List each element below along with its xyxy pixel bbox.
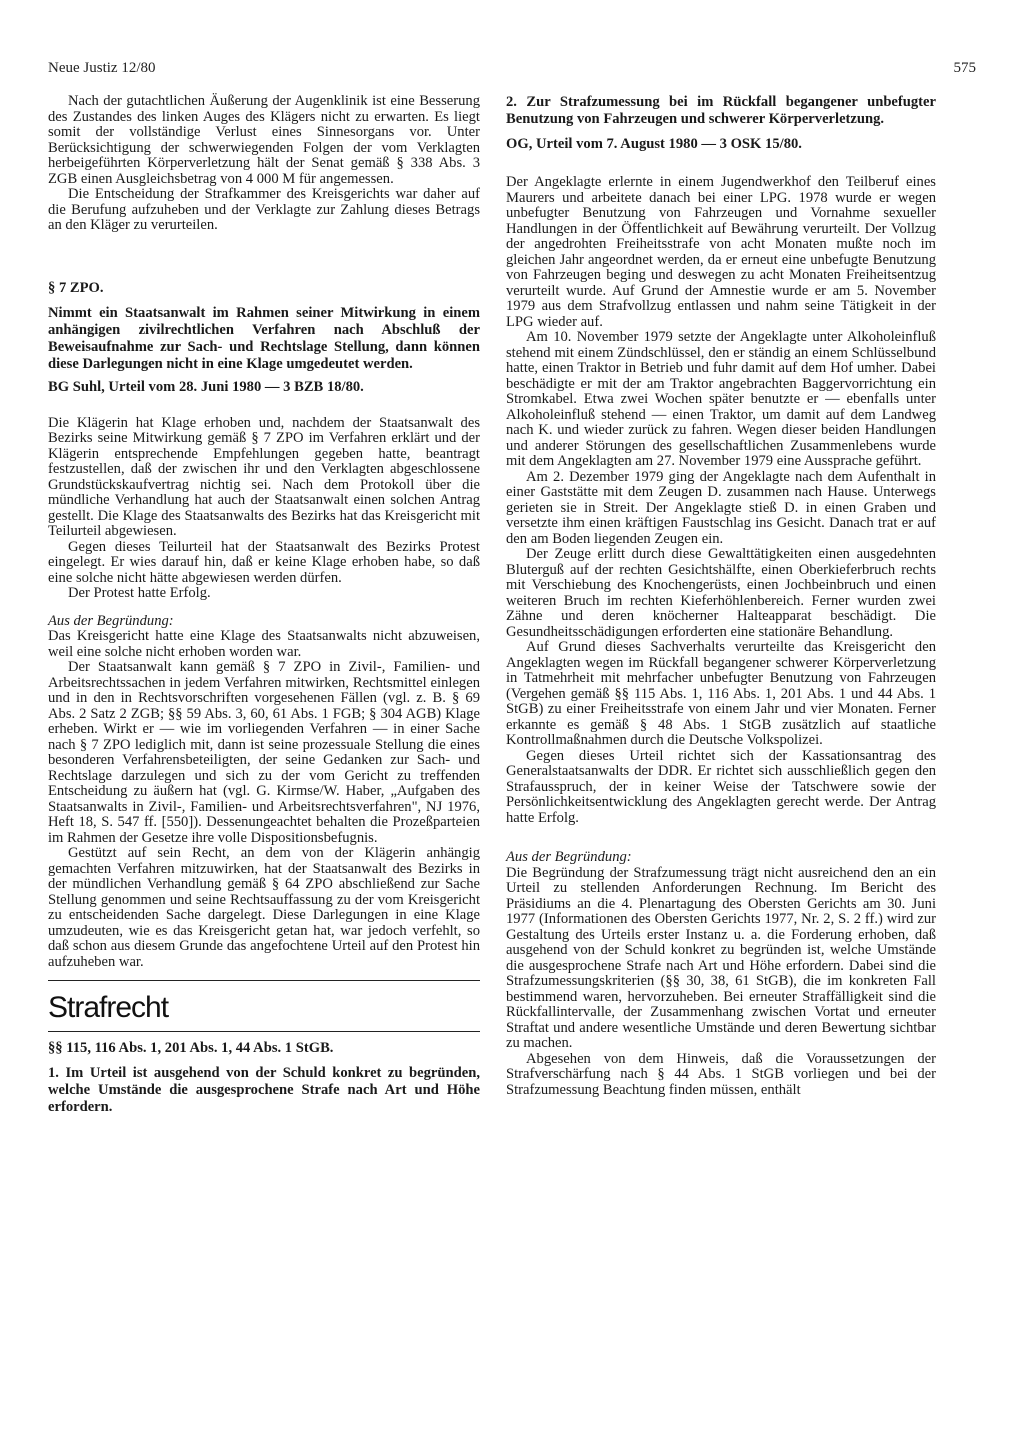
reasons-heading: Aus der Begründung: xyxy=(48,612,174,629)
section-title: Strafrecht xyxy=(48,991,169,1024)
paragraph: Nach der gutachtlichen Äußerung der Augenklinik ist eine Besserung des Zustandes des linken Auges des Klägers nicht zu erwarten. Es liegt somit der vollständige Verlust eines Sinnesorgans vor. Unter Berücksichtigung der schwerwiegenden Folgen der vom Verklagten herbeigeführten Körperverletzung hält der Senat gemäß § 338 Abs. 3 ZGB einen Ausgleichsbetrag von 4 000 M für angemessen. xyxy=(48,93,480,187)
paragraph: Gegen dieses Teilurteil hat der Staatsanwalt des Bezirks Protest eingelegt. Er wies darauf hin, daß er keine Klage erhoben habe, so daß eine solche nicht hätte abgewiesen werden dürfen. xyxy=(48,538,480,586)
case-headnote: Nimmt ein Staatsanwalt im Rahmen seiner Mitwirkung in einem anhängigen zivilrechtlichen Verfahren nach Abschluß der Beweisaufnahme zur Sach- und Rechtslage Stellung, dann können diese Darlegungen nicht in eine Klage umgedeutet werden. xyxy=(48,304,480,372)
page-header xyxy=(48,60,976,80)
section-divider xyxy=(48,980,480,981)
reasons-heading: Aus der Begründung: xyxy=(506,849,632,865)
crim-headnote: 1. Im Urteil ist ausgehend von der Schuld konkret zu begründen, welche Umstände die ausgesprochene Strafe nach Art und Höhe erfordern. xyxy=(48,1065,480,1115)
paragraph: Der Staatsanwalt kann gemäß § 7 ZPO in Zivil-, Familien- und Arbeitsrechtssachen in jedem Verfahren mitwirken, Rechtsmittel einlegen und in den in Rechtsvorschriften vorgesehenen Fällen (vgl. z. B. § 69 Abs. 2 Satz 2 ZGB; §§ 59 Abs. 3, 60, 61 Abs. 1 FGB; § 304 AGB) Klage erheben. Wirkt er — wie im vorliegenden Verfahren — in einer Sache nach § 7 ZPO lediglich mit, dann ist seine prozessuale Stellung die eines besonderen Verfahrensbeteiligten, der seine Gedanken zur Sach- und Rechtslage darzulegen und sich zu der vom Gericht zu treffenden Entscheidung zu äußern hat (vgl. G. Kirmse/W. Haber, „Aufgaben des Staatsanwalts in Zivil-, Familien- und Arbeitsrechtsverfahren", NJ 1976, Heft 18, S. 547 ff. [550]). Dessenungeachtet behalten die Prozeßparteien im Rahmen der Gesetze ihre volle Dispositionsbefugnis. xyxy=(48,659,480,846)
page-number: 575 xyxy=(953,60,976,76)
paragraph: Der Zeuge erlitt durch diese Gewalttätigkeiten einen ausgedehnten Bluterguß auf der rechten Gesichtshälfte, einen Oberkieferbruch rechts mit Verschiebung des Knochengerüsts, einen Jochbeinbruch und einen weiteren Bruch im rechten Kieferhöhlenbereich. Ferner wurden zwei Zähne und deren knöcherner Halteapparat beschädigt. Die Gesundheitsschädigungen erforderten eine stationäre Behandlung. xyxy=(506,546,936,640)
case-citation: BG Suhl, Urteil vom 28. Juni 1980 — 3 BZB 18/80. xyxy=(48,378,364,395)
crim-norm: §§ 115, 116 Abs. 1, 201 Abs. 1, 44 Abs. 1 StGB. xyxy=(48,1040,334,1056)
paragraph: Gegen dieses Urteil richtet sich der Kassationsantrag des Generalstaatsanwalts der DDR. Er richtet sich ausschließlich gegen den Strafausspruch, der in keiner Weise der Tatschwere sowie der Persönlichkeitsentwicklung des Angeklagten gerecht werde. Der Antrag hatte Erfolg. xyxy=(506,747,936,826)
paragraph: Die Entscheidung der Strafkammer des Kreisgerichts war daher auf die Berufung aufzuheben und der Verklagte zur Zahlung dieses Betrags an den Kläger zu verurteilen. xyxy=(48,186,480,233)
paragraph: Gestützt auf sein Recht, an dem von der Klägerin anhängig gemachten Verfahren mitzuwirken, hat der Staatsanwalt des Bezirks in der mündlichen Verhandlung gemäß § 64 ZPO abschließend zur Sache Stellung genommen und seine Rechtsauffassung zu der vom Kreisgericht zu entscheidenden Sache dargelegt. Diese Darlegungen in eine Klage umzudeuten, wie es das Kreisgericht getan hat, war jedoch verfehlt, so daß schon aus diesem Grunde das angefochtene Urteil auf den Protest hin aufzuheben war. xyxy=(48,845,480,970)
paragraph: Am 10. November 1979 setzte der Angeklagte unter Alkoholeinfluß stehend mit einem Zündschlüssel, den er ständig an einem Schlüsselbund hatte, einen Traktor in Betrieb und fuhr damit auf dem Hof umher. Dabei beschädigte er mit der am Traktor angebrachten Baggervorrichtung ein Stromkabel. Etwa zwei Wochen später benutzte er — ebenfalls unter Alkoholeinfluß stehend — einen Traktor, um damit auf dem Landweg nach K. und wieder zurück zu fahren. Wegen dieser beiden Handlungen und anderer Störungen des gesellschaftlichen Zusammenlebens wurde mit dem Angeklagten am 27. November 1979 eine Aussprache geführt. xyxy=(506,329,936,469)
paragraph: Am 2. Dezember 1979 ging der Angeklagte nach dem Aufenthalt in einer Gaststätte mit dem Zeugen D. zusammen nach Hause. Unterwegs gerieten sie in Streit. Der Angeklagte stieß D. in einen Graben und versetzte ihm einen kräftigen Faustschlag ins Gesicht. Danach trat er auf den am Boden liegenden Zeugen ein. xyxy=(506,468,936,547)
paragraph: Die Begründung der Strafzumessung trägt nicht ausreichend den an ein Urteil zu stellenden Anforderungen Rechnung. Im Bericht des Präsidiums an die 4. Plenartagung des Obersten Gerichts am 30. Juni 1977 (Informationen des Obersten Gerichts 1977, Nr. 2, S. 2 ff.) wird zur Gestaltung des Urteils erster Instanz u. a. die Forderung erhoben, daß ausgehend von der Schuld konkret zu begründen ist, welche Umstände die ausgesprochene Strafe nach Art und Höhe erfordern. Dabei sind die Strafzumessungskriterien (§§ 30, 38, 61 StGB), die im konkreten Fall bestimmend waren, hervorzuheben. Bei erneuter Straffälligkeit sind die Rückfallintervalle, der Zusammenhang zwischen Vortat und erneuter Straftat und andere wesentliche Umstände und deren Bewertung sichtbar zu machen. xyxy=(506,864,936,1051)
paragraph: Abgesehen von dem Hinweis, daß die Voraussetzungen der Strafverschärfung nach § 44 Abs. 1 StGB vorliegen und bei der Strafzumessung Beachtung finden müssen, enthält xyxy=(506,1050,936,1098)
left-column xyxy=(48,94,480,1116)
journal-title: Neue Justiz 12/80 xyxy=(48,60,156,76)
case-norm: § 7 ZPO. xyxy=(48,279,104,296)
paragraph: Die Klägerin hat Klage erhoben und, nachdem der Staatsanwalt des Bezirks seine Mitwirkung gemäß § 7 ZPO im Verfahren erklärt und der Klägerin entsprechende Empfehlungen gegeben hatte, beantragt festzustellen, daß der zwischen ihr und den Verklagten abgeschlossene Grundstückskaufvertrag nichtig sei. Nach dem Protokoll über die mündliche Verhandlung hat auch der Staatsanwalt einen solchen Antrag gestellt. Die Klage des Staatsanwalts des Bezirks hat das Kreisgericht mit Teilurteil abgewiesen. xyxy=(48,414,480,539)
paragraph: Auf Grund dieses Sachverhalts verurteilte das Kreisgericht den Angeklagten wegen im Rückfall begangener schwerer Körperverletzung in Tatmehrheit mit mehrfacher unbefugter Benutzung von Fahrzeugen (Vergehen gemäß §§ 115 Abs. 1, 116 Abs. 1, 201 Abs. 1 und 44 Abs. 1 StGB) zu einer Freiheitsstrafe von einem Jahr und vier Monaten. Ferner erkannte es gemäß § 48 Abs. 1 StGB zusätzlich auf staatliche Kontrollmaßnahmen durch die Deutsche Volkspolizei. xyxy=(506,639,936,748)
case-citation-2: OG, Urteil vom 7. August 1980 — 3 OSK 15/80. xyxy=(506,136,802,152)
paragraph: Der Protest hatte Erfolg. xyxy=(68,585,211,601)
section-rule xyxy=(48,1031,480,1032)
paragraph: Das Kreisgericht hatte eine Klage des Staatsanwalts nicht abzuweisen, weil eine solche nicht erhoben worden war. xyxy=(48,628,480,660)
right-column xyxy=(506,94,936,1098)
paragraph: Der Angeklagte erlernte in einem Jugendwerkhof den Teilberuf eines Maurers und arbeitete danach bei einer LPG. 1978 wurde er wegen unbefugter Benutzung von Fahrzeugen und Vornahme sexueller Handlungen in der Öffentlichkeit auf Bewährung verurteilt. Der Vollzug der angedrohten Freiheitsstrafe von acht Monaten mußte noch im gleichen Jahr angeordnet werden, da er erneut eine unbefugte Benutzung von Fahrzeugen beging und deswegen zu acht Monaten Freiheitsentzug verurteilt wurde. Auf Grund der Amnestie wurde er am 5. November 1979 aus dem Strafvollzug entlassen und nahm seine Tätigkeit in der LPG wieder auf. xyxy=(506,174,936,330)
case-headnote-2: 2. Zur Strafzumessung bei im Rückfall begangener unbefugter Benutzung von Fahrzeugen und schwerer Körperverletzung. xyxy=(506,94,936,127)
